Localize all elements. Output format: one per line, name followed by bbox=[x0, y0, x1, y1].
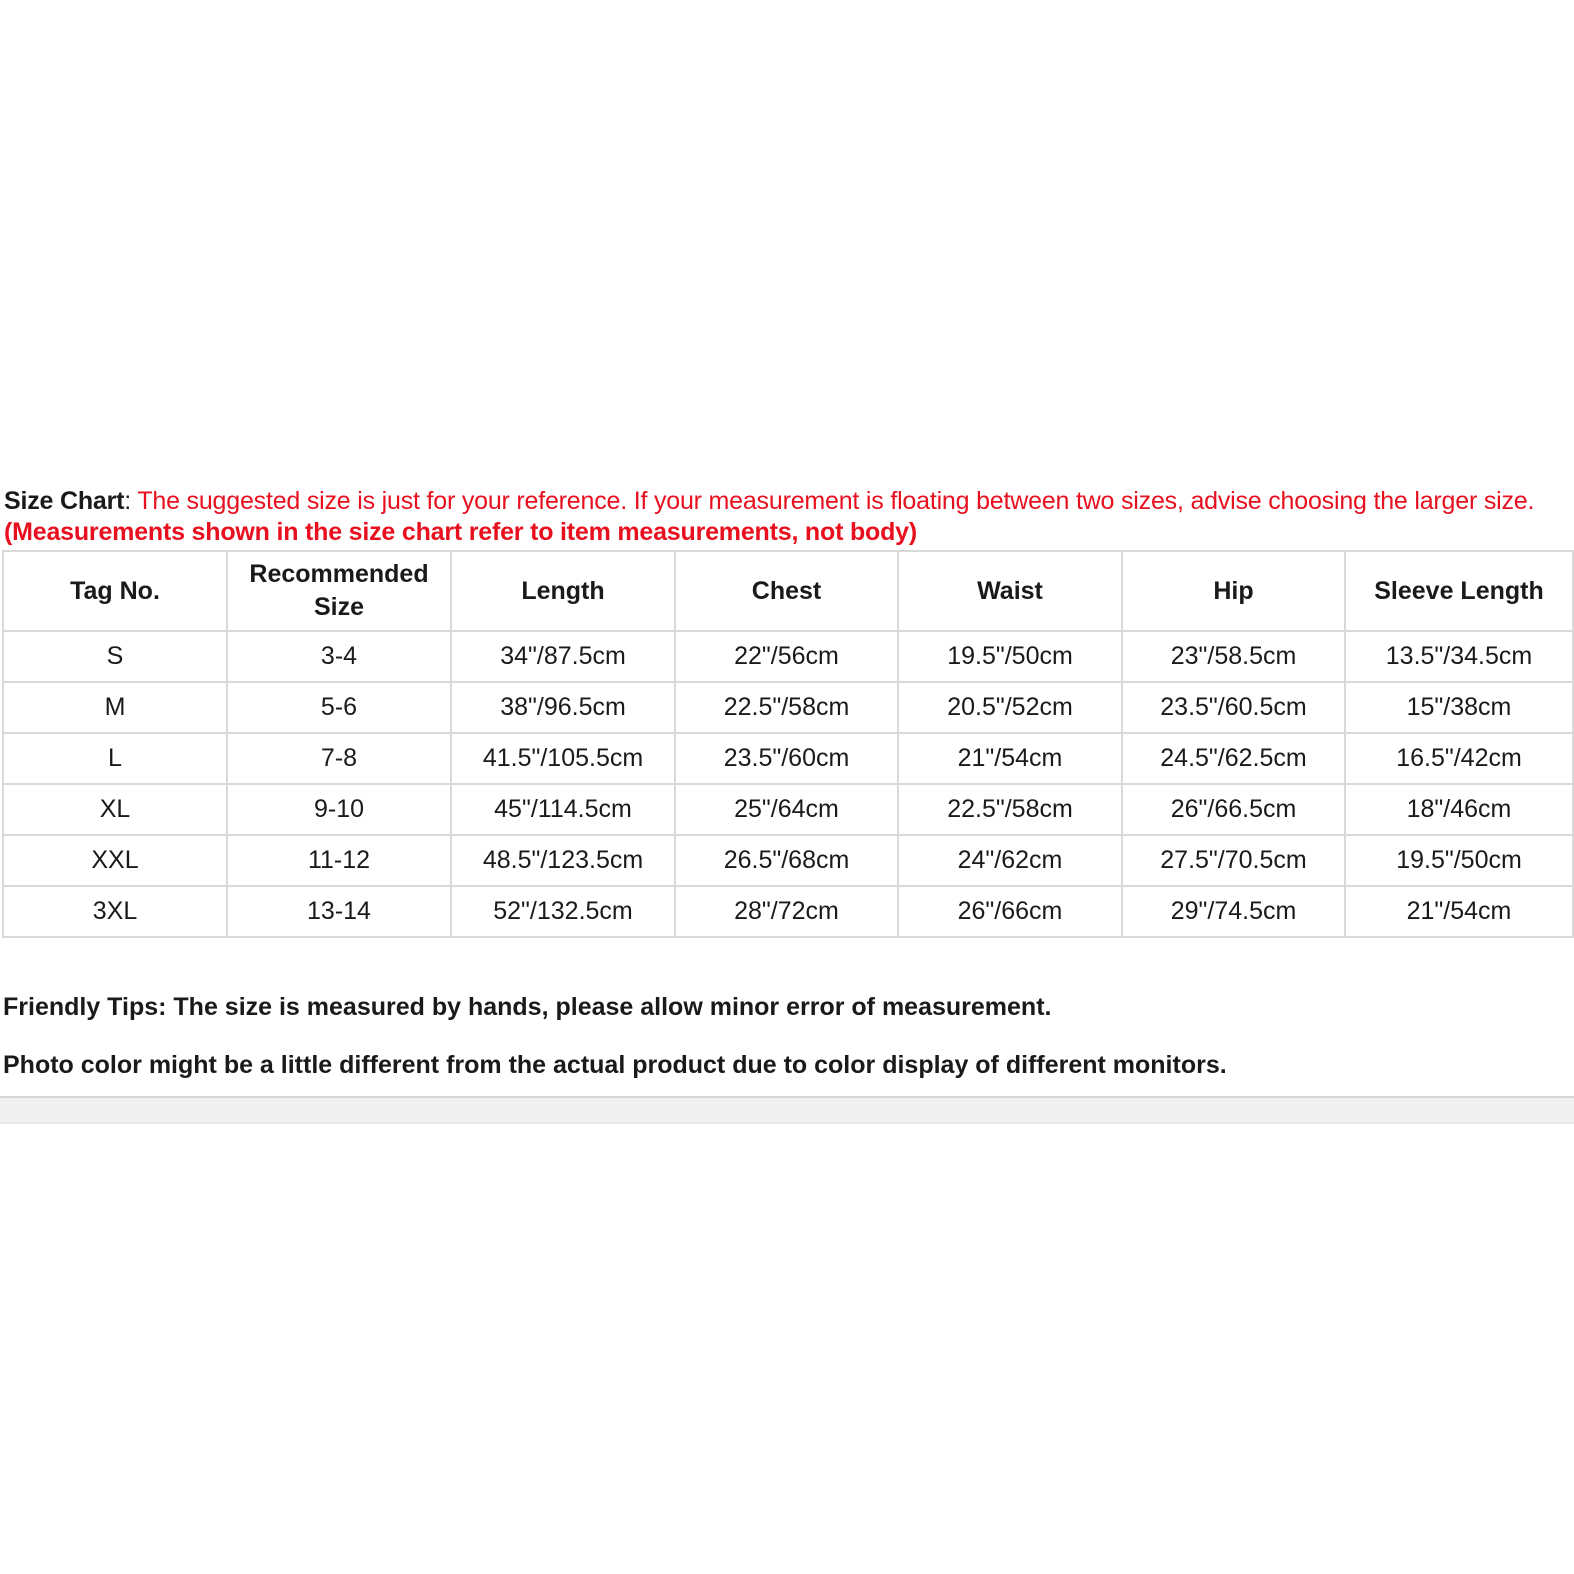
header-tag-no: Tag No. bbox=[3, 551, 227, 631]
header-sleeve-length: Sleeve Length bbox=[1345, 551, 1573, 631]
cell-chest: 22"/56cm bbox=[675, 631, 898, 682]
tip-photo-color: Photo color might be a little different from the actual product due to color display of different monitors. bbox=[3, 1051, 1227, 1079]
cell-recommended-size: 7-8 bbox=[227, 733, 451, 784]
size-chart-label: Size Chart bbox=[4, 487, 125, 515]
cell-tag-no: 3XL bbox=[3, 886, 227, 937]
table-row bbox=[3, 682, 1573, 733]
header-hip: Hip bbox=[1122, 551, 1345, 631]
cell-tag-no: L bbox=[3, 733, 227, 784]
cell-waist: 24"/62cm bbox=[898, 835, 1122, 886]
cell-chest: 25"/64cm bbox=[675, 784, 898, 835]
intro-colon: : bbox=[124, 487, 138, 515]
size-table bbox=[2, 550, 1574, 938]
cell-recommended-size: 11-12 bbox=[227, 835, 451, 886]
cell-sleeve-length: 15"/38cm bbox=[1345, 682, 1573, 733]
cell-sleeve-length: 21"/54cm bbox=[1345, 886, 1573, 937]
header-chest: Chest bbox=[675, 551, 898, 631]
cell-chest: 22.5"/58cm bbox=[675, 682, 898, 733]
cell-recommended-size: 5-6 bbox=[227, 682, 451, 733]
cell-chest: 23.5"/60cm bbox=[675, 733, 898, 784]
cell-length: 34"/87.5cm bbox=[451, 631, 675, 682]
header-recommended-size bbox=[227, 551, 451, 631]
table-row bbox=[3, 631, 1573, 682]
header-length: Length bbox=[451, 551, 675, 631]
cell-hip: 24.5"/62.5cm bbox=[1122, 733, 1345, 784]
table-row bbox=[3, 835, 1573, 886]
cell-length: 41.5"/105.5cm bbox=[451, 733, 675, 784]
cell-waist: 22.5"/58cm bbox=[898, 784, 1122, 835]
cell-hip: 26"/66.5cm bbox=[1122, 784, 1345, 835]
bottom-divider bbox=[0, 1096, 1574, 1124]
table-row bbox=[3, 733, 1573, 784]
cell-tag-no: XXL bbox=[3, 835, 227, 886]
header-recommended-size-text: Recommended Size bbox=[249, 560, 429, 621]
cell-hip: 29"/74.5cm bbox=[1122, 886, 1345, 937]
cell-length: 48.5"/123.5cm bbox=[451, 835, 675, 886]
cell-recommended-size: 9-10 bbox=[227, 784, 451, 835]
cell-length: 52"/132.5cm bbox=[451, 886, 675, 937]
tip-measurement: Friendly Tips: The size is measured by hands, please allow minor error of measurement. bbox=[3, 993, 1052, 1021]
cell-chest: 26.5"/68cm bbox=[675, 835, 898, 886]
cell-length: 38"/96.5cm bbox=[451, 682, 675, 733]
cell-sleeve-length: 13.5"/34.5cm bbox=[1345, 631, 1573, 682]
cell-waist: 26"/66cm bbox=[898, 886, 1122, 937]
friendly-tips bbox=[0, 978, 1574, 1094]
table-header-row bbox=[3, 551, 1573, 631]
cell-waist: 21"/54cm bbox=[898, 733, 1122, 784]
cell-waist: 20.5"/52cm bbox=[898, 682, 1122, 733]
cell-tag-no: S bbox=[3, 631, 227, 682]
cell-chest: 28"/72cm bbox=[675, 886, 898, 937]
cell-sleeve-length: 19.5"/50cm bbox=[1345, 835, 1573, 886]
table-row bbox=[3, 784, 1573, 835]
cell-tag-no: M bbox=[3, 682, 227, 733]
size-chart-intro bbox=[0, 486, 1574, 548]
cell-length: 45"/114.5cm bbox=[451, 784, 675, 835]
size-advice-note: The suggested size is just for your reference. If your measurement is floating between two sizes, advise choosing the larger size. bbox=[137, 487, 1535, 515]
measurement-disclaimer: (Measurements shown in the size chart refer to item measurements, not body) bbox=[4, 518, 917, 546]
cell-recommended-size: 13-14 bbox=[227, 886, 451, 937]
cell-sleeve-length: 16.5"/42cm bbox=[1345, 733, 1573, 784]
header-waist: Waist bbox=[898, 551, 1122, 631]
cell-waist: 19.5"/50cm bbox=[898, 631, 1122, 682]
size-chart-section bbox=[0, 486, 1574, 1124]
cell-sleeve-length: 18"/46cm bbox=[1345, 784, 1573, 835]
cell-hip: 23"/58.5cm bbox=[1122, 631, 1345, 682]
cell-hip: 23.5"/60.5cm bbox=[1122, 682, 1345, 733]
cell-hip: 27.5"/70.5cm bbox=[1122, 835, 1345, 886]
cell-tag-no: XL bbox=[3, 784, 227, 835]
table-row bbox=[3, 886, 1573, 937]
cell-recommended-size: 3-4 bbox=[227, 631, 451, 682]
